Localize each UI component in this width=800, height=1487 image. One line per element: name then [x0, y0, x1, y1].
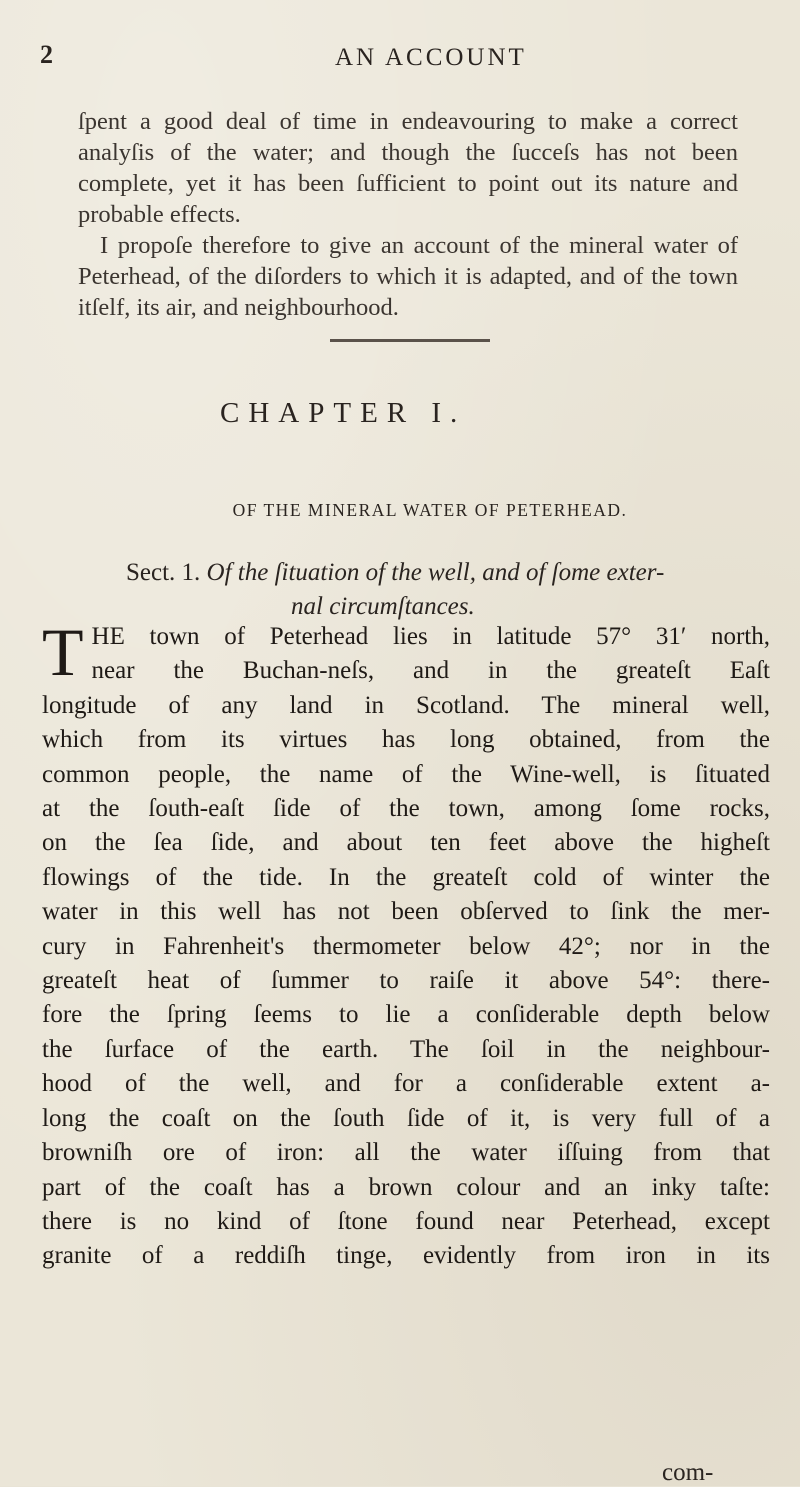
intro-paragraph: ſpent a good deal of time in endeavouring to make a correct analyſis of the water; and though the ſucceſs has not been complete, yet it has been ſufficient to point out its nature and probable effects.: [78, 108, 738, 228]
body-line: water in this well has not been obſerved to ſink the mer-: [42, 898, 770, 926]
section-heading: [126, 556, 766, 624]
body-line: greateſt heat of ſummer to raiſe it above 54°: there-: [42, 967, 770, 995]
body-line: longitude of any land in Scotland. The mineral well,: [42, 691, 770, 719]
body-line: at the ſouth-eaſt ſide of the town, among ſome rocks,: [42, 795, 770, 823]
running-head: AN ACCOUNT: [335, 44, 527, 71]
intro-paragraph: I propoſe therefore to give an account of the mineral water of Peterhead, of the diſorders to which it is adapted, and of the town itſelf, its air, and neighbourhood.: [78, 232, 738, 321]
section-divider-rule: [330, 339, 490, 342]
body-line: fore the ſpring ſeems to lie a conſiderable depth below: [42, 1001, 770, 1029]
body-line: the ſurface of the earth. The ſoil in the neighbour-: [42, 1035, 770, 1063]
body-line: there is no kind of ſtone found near Peterhead, except: [42, 1207, 770, 1235]
body-line: browniſh ore of iron: all the water iſſuing from that: [42, 1139, 770, 1167]
body-line: cury in Fahrenheit's thermometer below 42°; nor in the: [42, 932, 770, 960]
section-title-line1: Of the ſituation of the well, and of ſome exter-: [206, 559, 665, 586]
body-line: part of the coaſt has a brown colour and an inky taſte:: [42, 1173, 770, 1201]
intro-text: [78, 106, 738, 323]
body-line: hood of the well, and for a conſiderable extent a-: [42, 1070, 770, 1098]
chapter-subtitle: OF THE MINERAL WATER OF PETERHEAD.: [232, 500, 628, 520]
page-header: [40, 40, 760, 80]
body-line: HE town of Peterhead lies in latitude 57° 31′ north,: [91, 623, 770, 650]
body-line: on the ſea ſide, and about ten feet above the higheſt: [42, 829, 770, 857]
body-line: which from its virtues has long obtained, from the: [42, 726, 770, 754]
drop-cap: T: [42, 614, 84, 690]
catchword: com-: [662, 1459, 714, 1486]
body-line: flowings of the tide. In the greateſt cold of winter the: [42, 863, 770, 891]
body-line: long the coaſt on the ſouth ſide of it, is very full of a: [42, 1104, 770, 1132]
body-text: [42, 614, 770, 1274]
body-line: near the Buchan-neſs, and in the greateſt Eaſt: [91, 657, 770, 685]
body-line: common people, the name of the Wine-well, is ſituated: [42, 760, 770, 788]
section-title-line2: nal circumſtances.: [291, 593, 475, 620]
section-label: Sect. 1.: [126, 559, 201, 586]
page-number: 2: [40, 40, 54, 69]
body-lines: [42, 614, 770, 1274]
chapter-title: CHAPTER I.: [220, 397, 467, 429]
body-line: granite of a reddiſh tinge, evidently from iron in its: [42, 1242, 770, 1270]
